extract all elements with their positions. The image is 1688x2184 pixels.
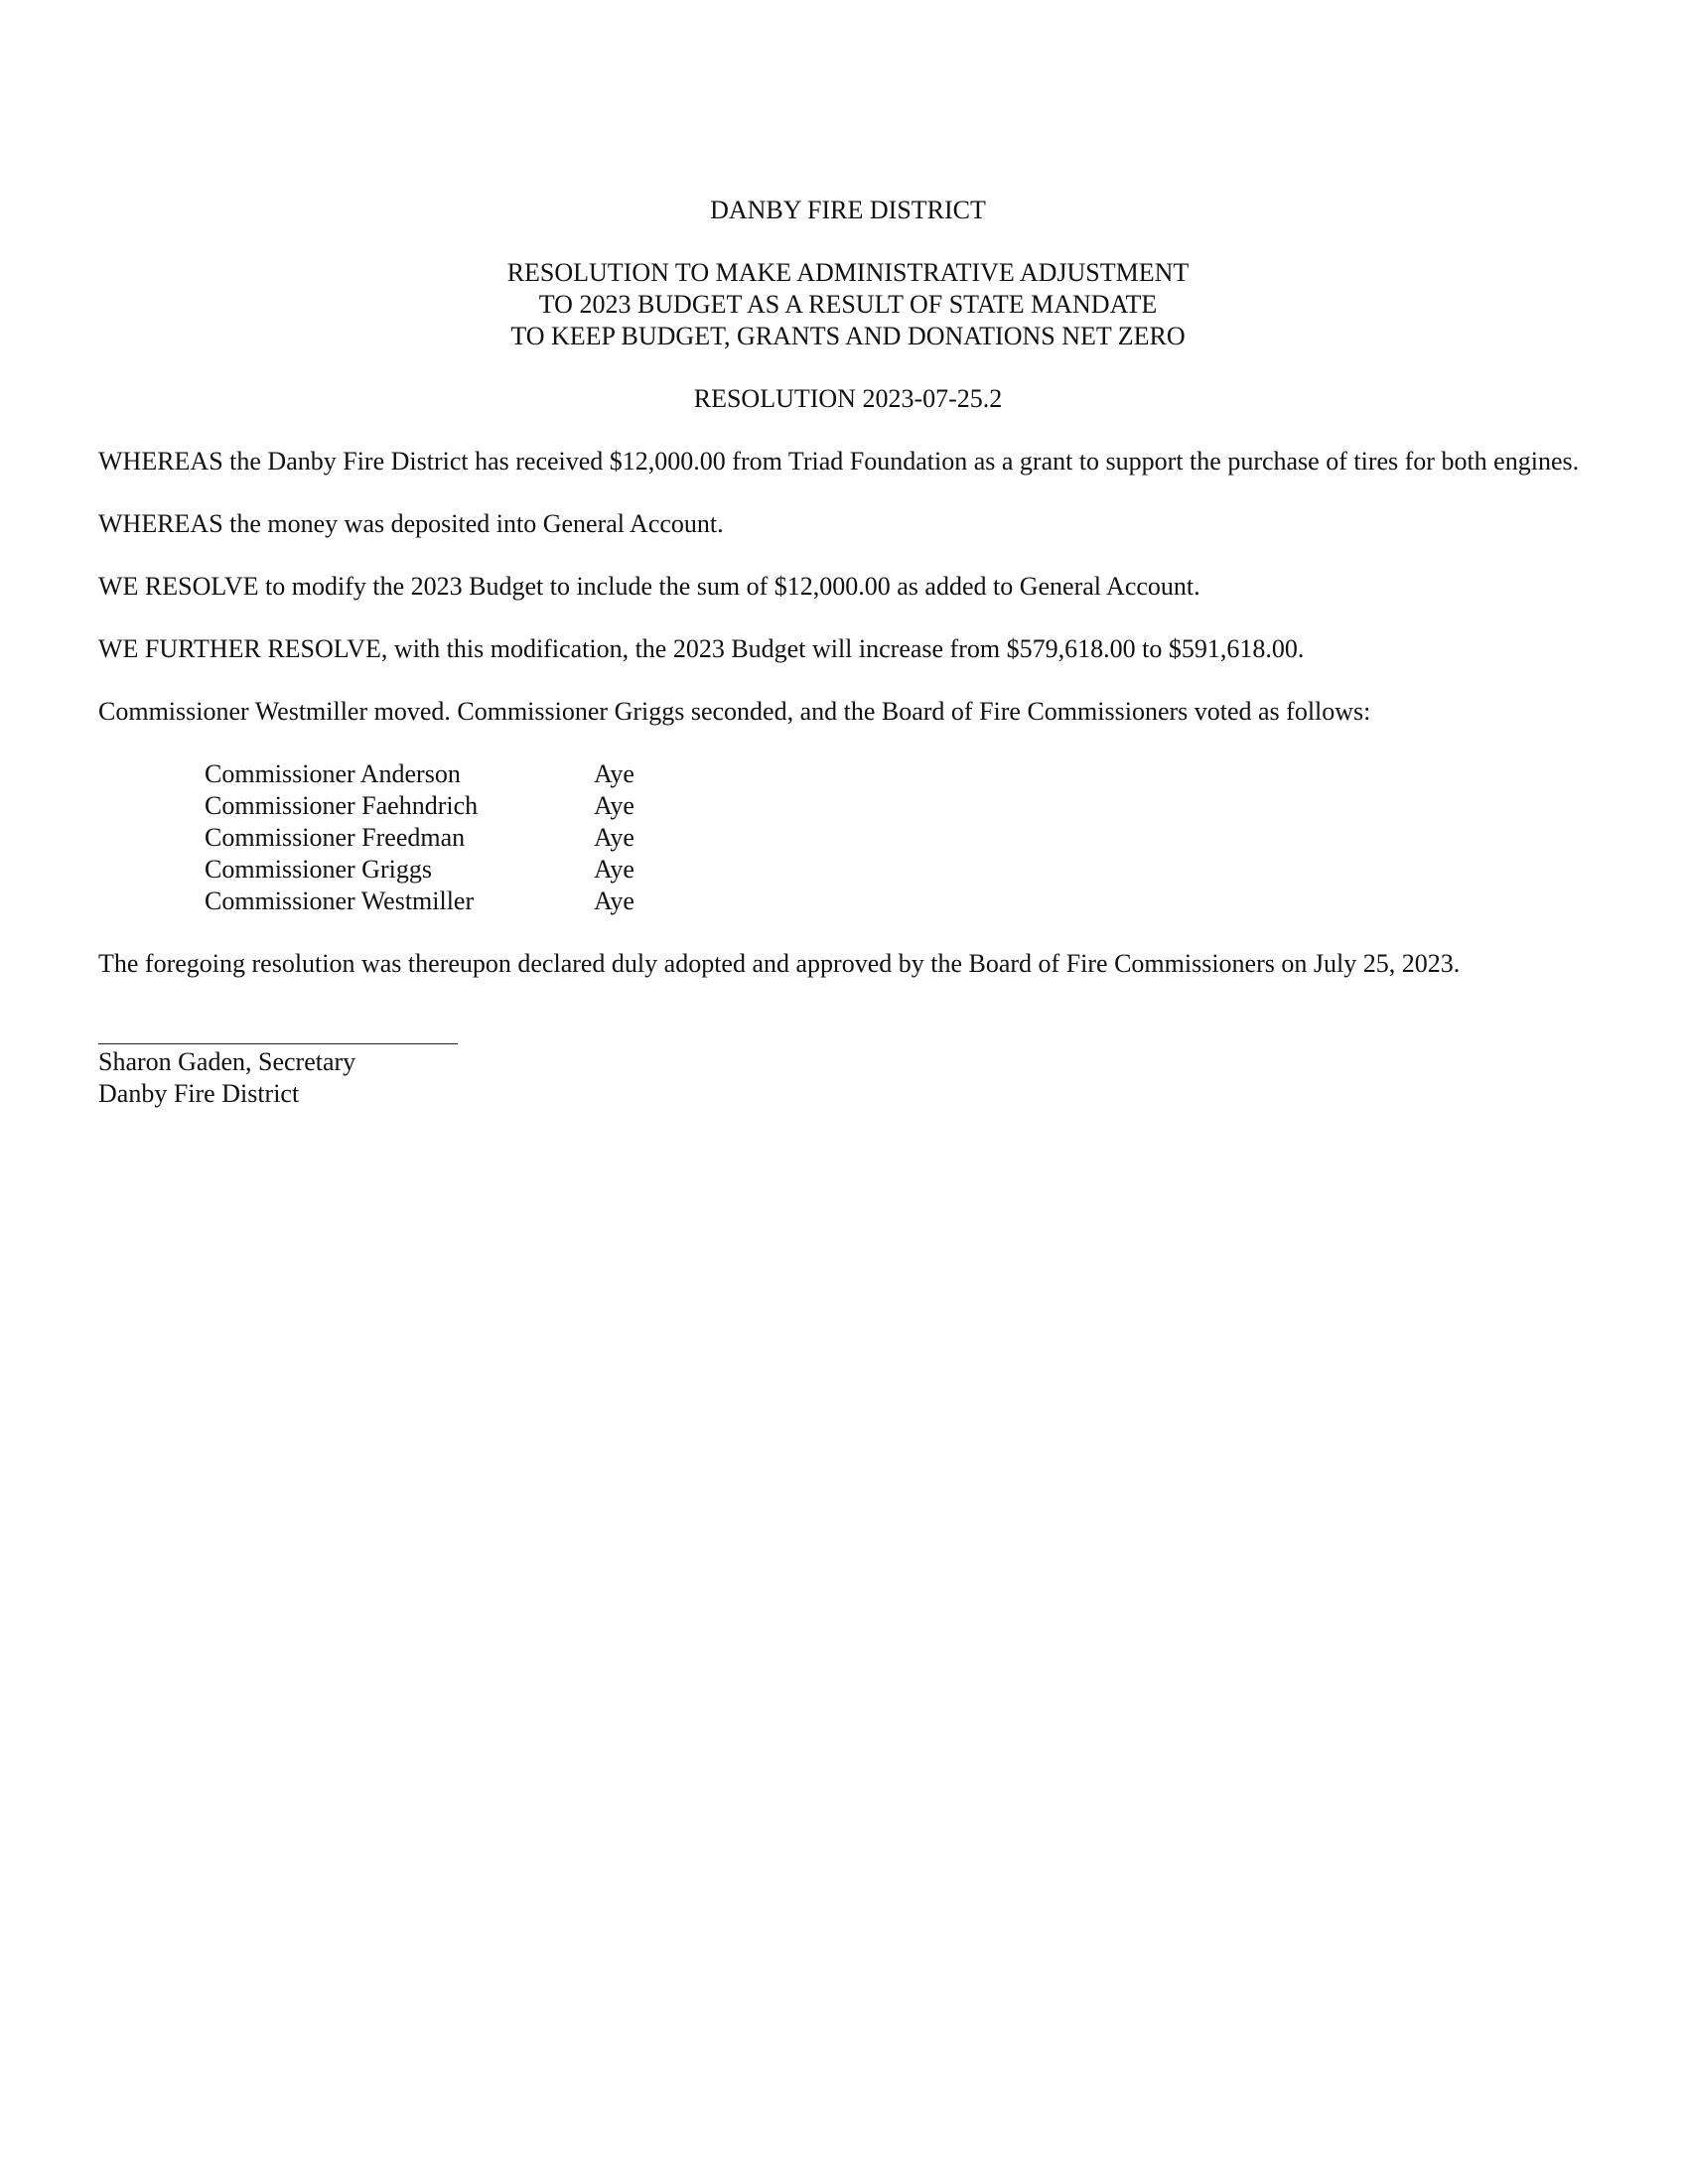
resolution-document bbox=[98, 195, 1598, 1110]
vote-row bbox=[205, 822, 1598, 854]
commissioner-name: Commissioner Faehndrich bbox=[205, 791, 479, 820]
commissioner-name: Commissioner Freedman bbox=[205, 823, 466, 852]
resolution-title-line: TO KEEP BUDGET, GRANTS AND DONATIONS NET ZERO bbox=[510, 322, 1186, 350]
vote-row bbox=[205, 790, 1598, 822]
resolution-title-line: TO 2023 BUDGET AS A RESULT OF STATE MANDATE bbox=[538, 290, 1158, 319]
commissioner-name: Commissioner Griggs bbox=[205, 855, 432, 884]
district-heading: DANBY FIRE DISTRICT bbox=[710, 196, 986, 224]
signature-block bbox=[98, 1043, 1598, 1110]
vote-value: Aye bbox=[594, 855, 634, 884]
vote-row bbox=[205, 854, 1598, 886]
vote-value: Aye bbox=[594, 887, 634, 915]
signature-line bbox=[98, 1043, 458, 1044]
whereas-paragraph-grant: WHEREAS the Danby Fire District has received $12,000.00 from Triad Foundation as a grant to support the purchase of tires for both engines. bbox=[98, 447, 1580, 476]
resolution-number: RESOLUTION 2023-07-25.2 bbox=[693, 384, 1003, 413]
whereas-paragraph-deposit: WHEREAS the money was deposited into General Account. bbox=[98, 509, 724, 538]
resolution-title bbox=[98, 257, 1598, 352]
adoption-paragraph: The foregoing resolution was thereupon declared duly adopted and approved by the Board of Fire Commissioners on July 25, 2023. bbox=[98, 949, 1461, 978]
resolution-title-line: RESOLUTION TO MAKE ADMINISTRATIVE ADJUSTMENT bbox=[506, 258, 1190, 287]
vote-row bbox=[205, 886, 1598, 917]
resolve-paragraph: WE RESOLVE to modify the 2023 Budget to include the sum of $12,000.00 as added to General Account. bbox=[98, 572, 1200, 601]
further-resolve-paragraph: WE FURTHER RESOLVE, with this modification, the 2023 Budget will increase from $579,618.00 to $591,618.00. bbox=[98, 634, 1305, 663]
vote-table bbox=[205, 758, 1598, 917]
commissioner-name: Commissioner Anderson bbox=[205, 759, 461, 788]
signer-name-title: Sharon Gaden, Secretary bbox=[98, 1047, 356, 1076]
vote-value: Aye bbox=[594, 791, 634, 820]
signer-organization: Danby Fire District bbox=[98, 1079, 300, 1108]
vote-value: Aye bbox=[594, 759, 634, 788]
commissioner-name: Commissioner Westmiller bbox=[205, 887, 475, 915]
vote-row bbox=[205, 758, 1598, 790]
motion-paragraph: Commissioner Westmiller moved. Commissioner Griggs seconded, and the Board of Fire Commissioners voted as follows: bbox=[98, 697, 1371, 726]
vote-value: Aye bbox=[594, 823, 634, 852]
